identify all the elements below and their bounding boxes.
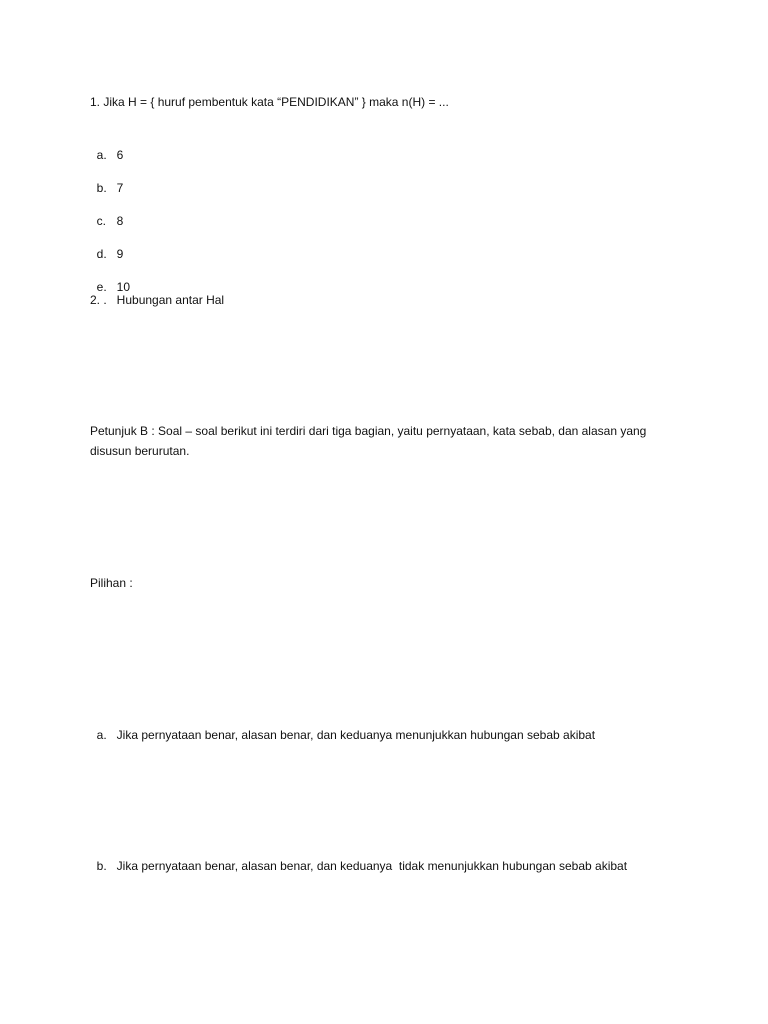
- choices-heading: Pilihan :: [90, 576, 133, 590]
- option-letter: a.: [96, 148, 107, 162]
- choice-letter: b.: [96, 859, 107, 873]
- option-value: 8: [116, 214, 124, 228]
- instruction-paragraph: Petunjuk B : Soal – soal berikut ini terdiri dari tiga bagian, yaitu pernyataan, kata sebab, dan alasan yang disusun berurutan.: [90, 424, 647, 458]
- option-letter: d.: [96, 247, 107, 261]
- question-2-text: 2. . Hubungan antar Hal: [90, 293, 225, 307]
- choice-b: [90, 836, 627, 876]
- option-value: 7: [116, 181, 124, 195]
- option-value: 9: [116, 247, 124, 261]
- option-letter: b.: [96, 181, 107, 195]
- option-letter: c.: [96, 214, 107, 228]
- question-1-text: 1. Jika H = { huruf pembentuk kata “PENDIDIKAN” } maka n(H) = ...: [90, 95, 449, 109]
- choice-text: Jika pernyataan benar, alasan benar, dan keduanya menunjukkan hubungan sebab akibat: [116, 728, 596, 742]
- option-value: 10: [116, 280, 131, 294]
- choice-a: [90, 705, 595, 745]
- option-value: 6: [116, 148, 124, 162]
- choice-letter: a.: [96, 728, 107, 742]
- choice-text: Jika pernyataan benar, alasan benar, dan keduanya tidak menunjukkan hubungan sebab akibat: [116, 859, 628, 873]
- option-letter: e.: [96, 280, 107, 294]
